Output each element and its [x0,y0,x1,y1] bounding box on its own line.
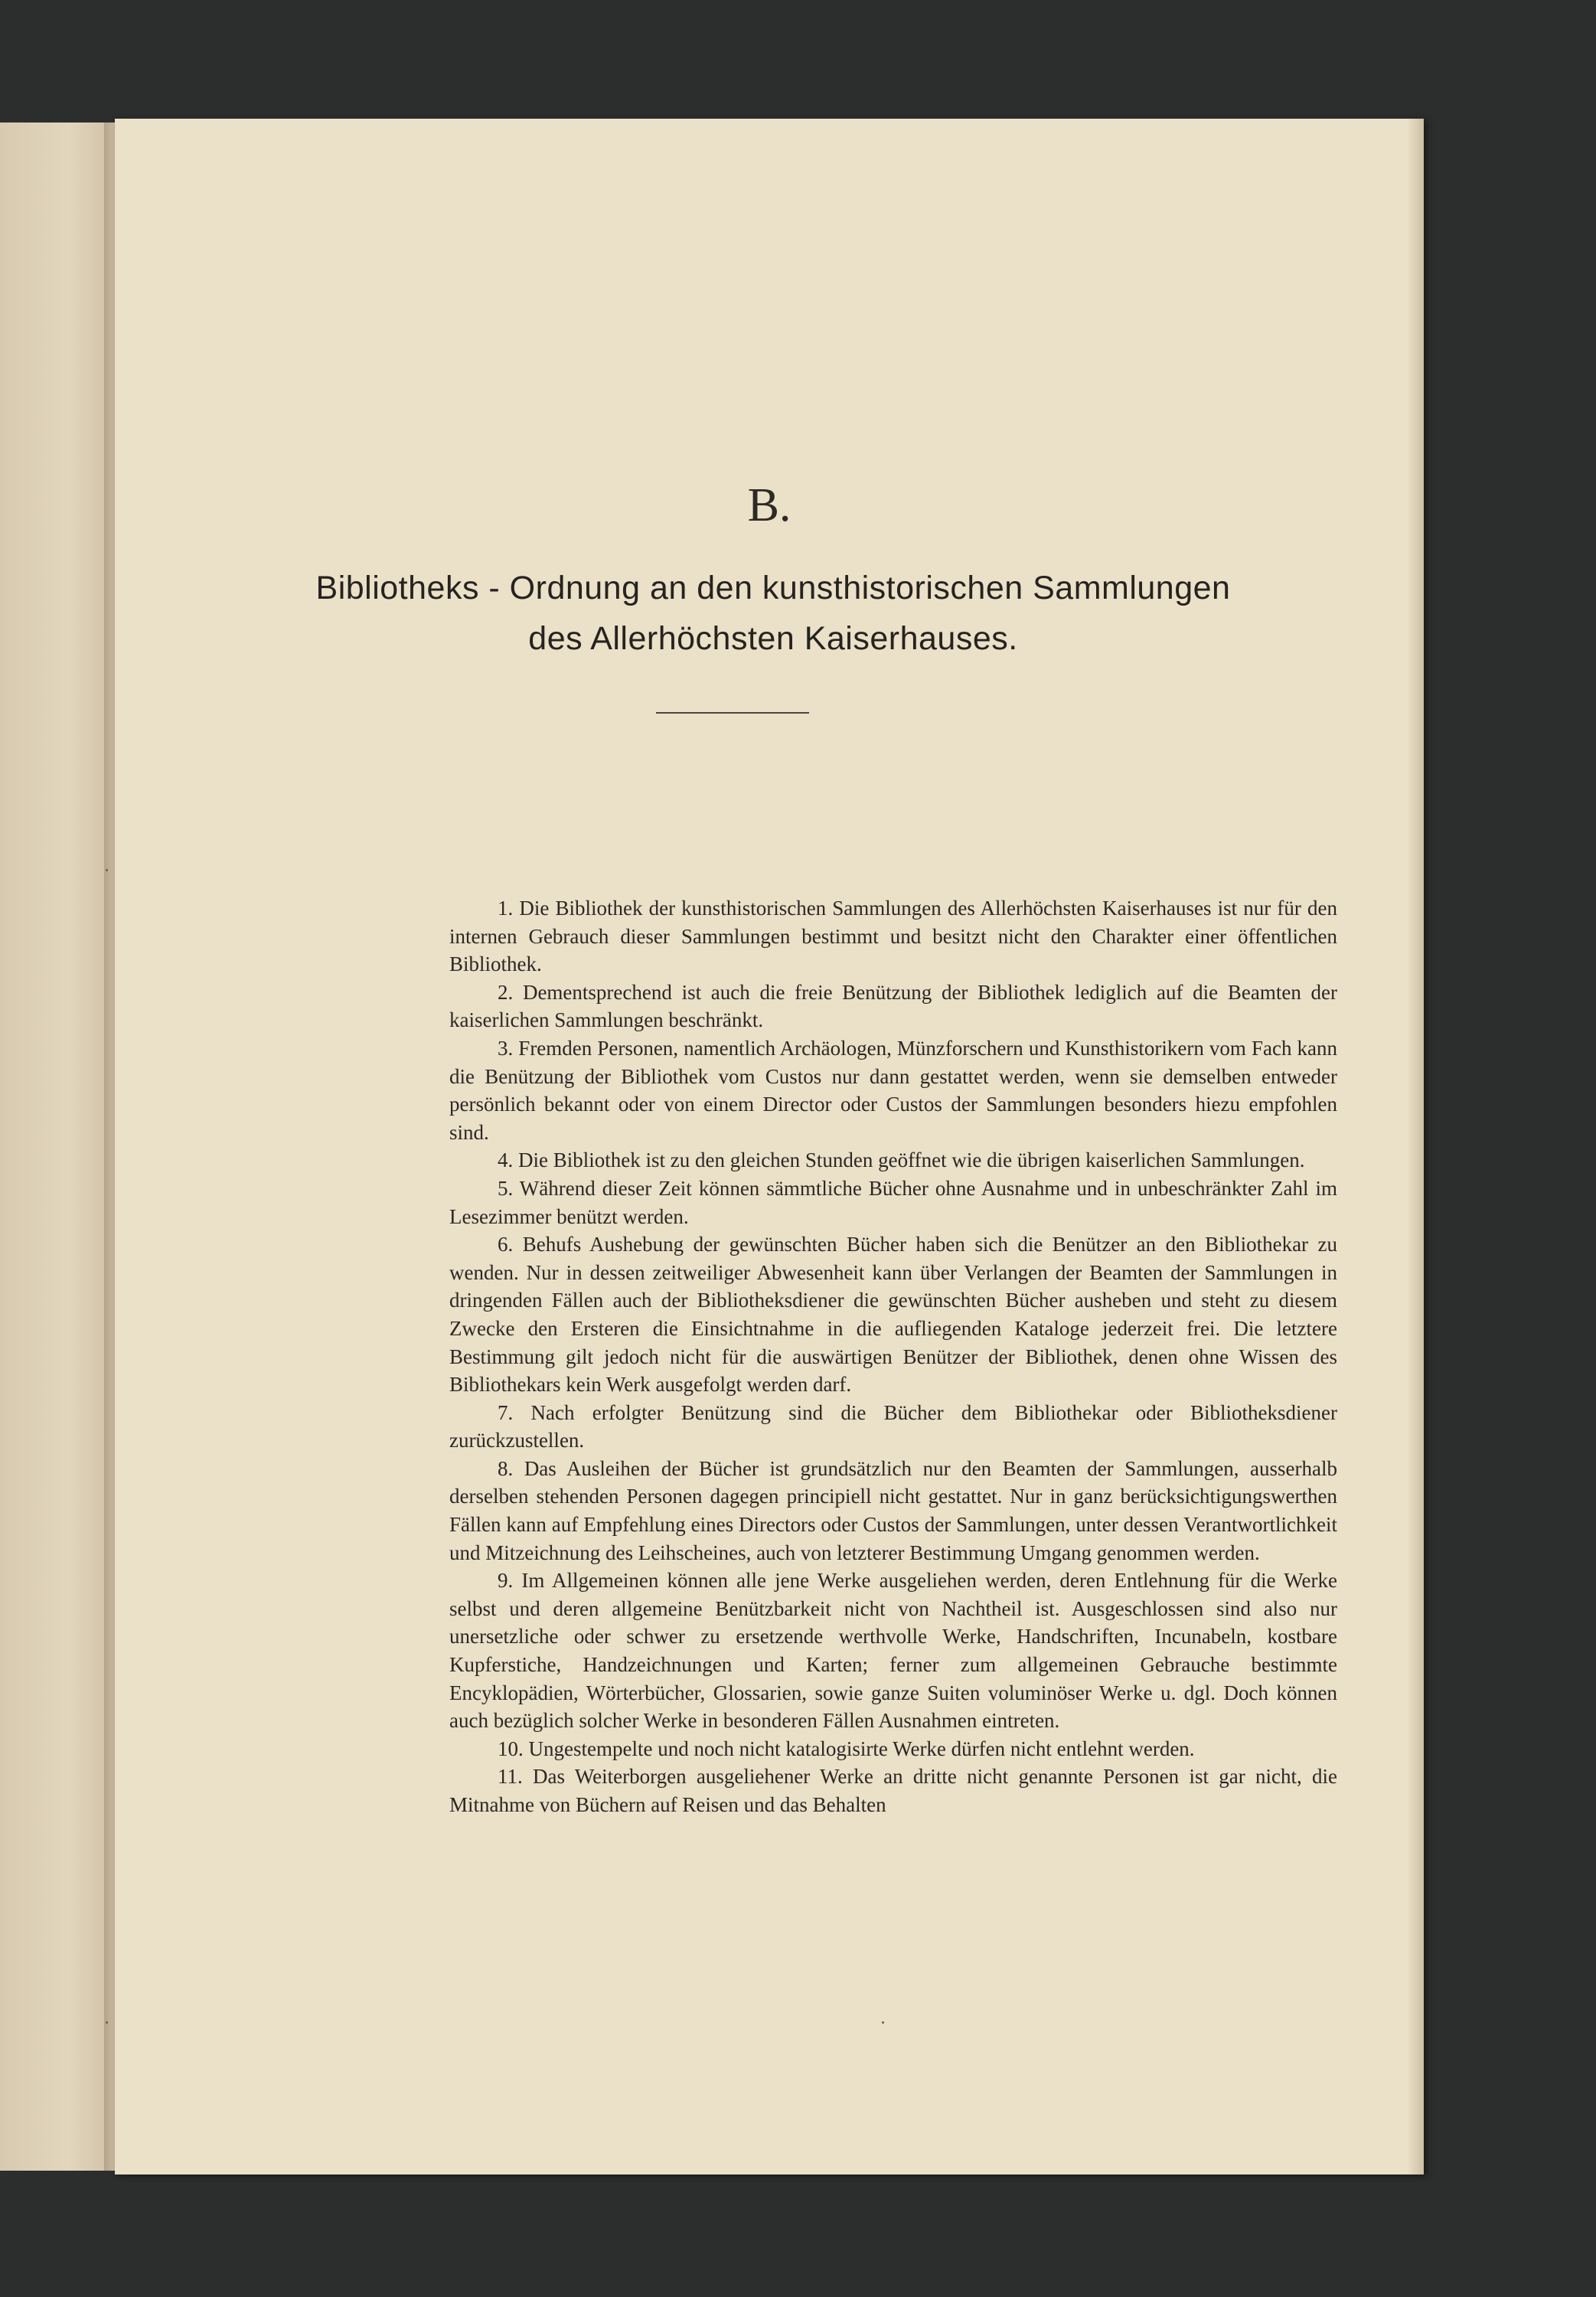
paragraph-11: 11. Das Weiterborgen ausgeliehener Werke an dritte nicht genannte Personen ist gar nicht, die Mitnahme von Büchern auf Reisen und das Behalten [449,1765,1337,1816]
book-gutter [104,123,115,2171]
paragraph-3: 3. Fremden Personen, namentlich Archäologen, Münzforschern und Kunsthistorikern vom Fach kann die Benützung der Bibliothek vom Custos nur dann gestattet werden, wenn sie demselben entweder persönlich bekannt oder von einem Director oder Custos der Sammlungen besonders hiezu empfohlen sind. [449,1036,1337,1144]
paper-speck [106,2021,108,2024]
paragraph-8: 8. Das Ausleihen der Bücher ist grundsätzlich nur den Beamten der Sammlungen, ausserhalb derselben stehenden Personen dagegen principiell nicht gestattet. Nur in ganz berücksichtigungswerthen Fällen kann auf Empfehlung eines Directors oder Custos der Sammlungen, unter dessen Verantwortlichkeit und Mitzeichnung des Leihscheines, auch von letzterer Bestimmung Umgang genommen werden. [449,1456,1337,1564]
title-line-2: des Allerhöchsten Kaiserhauses. [528,620,1018,657]
section-letter: B. [747,479,791,531]
paragraph-9: 9. Im Allgemeinen können alle jene Werke ausgeliehen werden, deren Entlehnung für die Werke selbst und deren allgemeine Benützbarkeit nicht von Nachtheil ist. Ausgeschlossen sind also nur unersetzliche oder schwer zu ersetzende werthvolle Werke, Handschriften, Incunabeln, kostbare Kupferstiche, Handzeichnungen und Karten; ferner zum allgemeinen Gebrauche bestimmte Encyklopädien, Wörterbücher, Glossarien, sowie ganze Suiten voluminöser Werke u. dgl. Doch können auch bezüglich solcher Werke in besonderen Fällen Ausnahmen eintreten. [449,1569,1337,1733]
regulation-body [449,894,1337,1819]
paragraph-6: 6. Behufs Aushebung der gewünschten Bücher haben sich die Benützer an den Bibliothekar zu wenden. Nur in dessen zeitweiliger Abwesenheit kann über Verlangen der Beamten der Sammlungen in dringenden Fällen auch der Bibliotheksdiener die gewünschten Bücher ausheben und steht zu diesem Zwecke den Ersteren die Einsichtnahme in die aufliegenden Kataloge jederzeit frei. Die letztere Bestimmung gilt jedoch nicht für die auswärtigen Benützer der Bibliothek, denen ohne Wissen des Bibliothekars kein Werk ausgefolgt werden darf. [449,1233,1337,1397]
document-title [268,563,1278,664]
title-line-1: Bibliotheks - Ordnung an den kunsthistorischen Sammlungen [315,570,1231,606]
page-edge-shadow [1407,119,1424,2174]
paragraph-2: 2. Dementsprechend ist auch die freie Benützung der Bibliothek lediglich auf die Beamten der kaiserlichen Sammlungen beschränkt. [449,980,1337,1032]
paragraph-1: 1. Die Bibliothek der kunsthistorischen Sammlungen des Allerhöchsten Kaiserhauses ist nur für den internen Gebrauch dieser Sammlungen bestimmt und besitzt nicht den Charakter einer öffentlichen Bibliothek. [449,897,1337,976]
paragraph-5: 5. Während dieser Zeit können sämmtliche Bücher ohne Ausnahme und in unbeschränkter Zahl im Lesezimmer benützt werden. [449,1176,1337,1228]
left-page-edge [0,123,115,2171]
paragraph-10: 10. Ungestempelte und noch nicht katalogisirte Werke dürfen nicht entlehnt werden. [498,1737,1195,1760]
paragraph-7: 7. Nach erfolgter Benützung sind die Bücher dem Bibliothekar oder Bibliotheksdiener zurückzustellen. [449,1400,1337,1452]
document-page [115,119,1424,2174]
paper-speck [882,2021,884,2024]
paper-speck [106,869,108,871]
title-divider-rule [656,712,809,714]
paragraph-4: 4. Die Bibliothek ist zu den gleichen Stunden geöffnet wie die übrigen kaiserlichen Sammlungen. [498,1148,1305,1172]
